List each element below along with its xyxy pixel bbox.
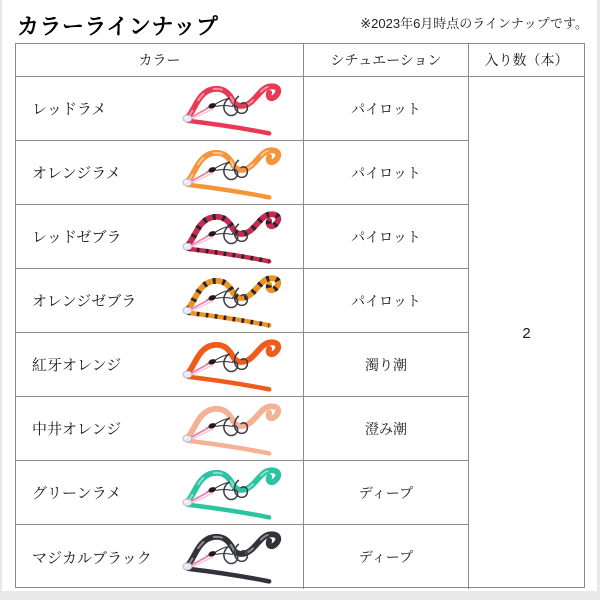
color-name-label: レッドラメ — [32, 101, 107, 118]
situation-label: パイロット — [304, 269, 469, 333]
situation-label: パイロット — [304, 77, 469, 141]
color-name-label: マジカルブラック — [32, 549, 152, 567]
table-row — [16, 269, 304, 333]
lure-necktie-icon — [177, 145, 289, 201]
situation-label: ディープ — [304, 525, 469, 589]
situation-label: ディープ — [304, 461, 469, 525]
color-name-label: 紅牙オレンジ — [32, 357, 122, 374]
header-color: カラー — [16, 44, 304, 77]
lure-necktie-icon — [177, 209, 289, 265]
lure-necktie-icon — [177, 81, 289, 137]
lure-necktie-icon — [177, 529, 289, 585]
header-quantity: 入り数（本） — [469, 44, 584, 77]
situation-label: 澄み潮 — [304, 397, 469, 461]
situation-label: パイロット — [304, 141, 469, 205]
color-name-label: レッドゼブラ — [32, 229, 122, 246]
color-lineup-table — [15, 43, 585, 588]
page-title: カラーラインナップ — [17, 14, 219, 39]
lure-necktie-icon — [177, 337, 289, 393]
table-row — [16, 525, 304, 589]
table-row — [16, 461, 304, 525]
table-row — [16, 77, 304, 141]
table-row — [16, 141, 304, 205]
lure-necktie-icon — [177, 465, 289, 521]
color-name-label: 中井オレンジ — [32, 421, 122, 438]
lure-necktie-icon — [177, 401, 289, 457]
quantity-value-cell: 2 — [522, 324, 531, 342]
color-name-label: オレンジラメ — [32, 165, 121, 182]
header-situation: シチュエーション — [304, 44, 469, 77]
situation-label: パイロット — [304, 205, 469, 269]
lure-necktie-icon — [177, 273, 289, 329]
lineup-date-note: ※2023年6月時点のラインナップです。 — [360, 16, 588, 31]
color-name-label: グリーンラメ — [32, 485, 122, 502]
table-row — [16, 333, 304, 397]
color-name-label: オレンジゼブラ — [32, 293, 137, 310]
table-row — [16, 397, 304, 461]
table-row — [16, 205, 304, 269]
situation-label: 濁り潮 — [304, 333, 469, 397]
